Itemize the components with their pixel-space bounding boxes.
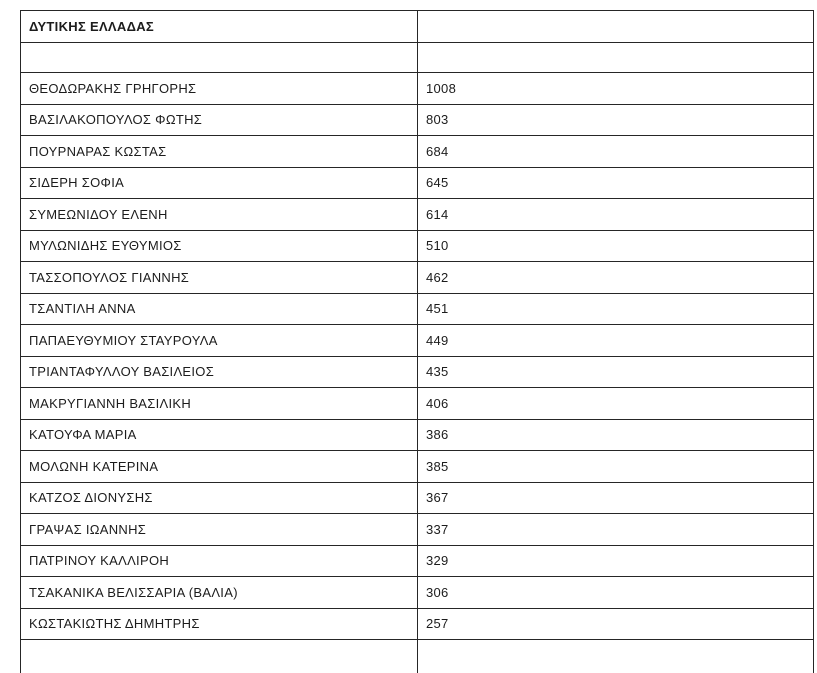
candidate-name: ΘΕΟΔΩΡΑΚΗΣ ΓΡΗΓΟΡΗΣ: [21, 73, 418, 105]
bottom-spacer-cell-right: [418, 640, 814, 673]
vote-count: 645: [418, 167, 814, 199]
table-row: [21, 419, 814, 451]
candidate-name: ΠΑΠΑΕΥΘΥΜΙΟΥ ΣΤΑΥΡΟΥΛΑ: [21, 325, 418, 357]
table-row: [21, 325, 814, 357]
candidate-name: ΜΟΛΩΝΗ ΚΑΤΕΡΙΝΑ: [21, 451, 418, 483]
candidate-name: ΤΑΣΣΟΠΟΥΛΟΣ ΓΙΑΝΝΗΣ: [21, 262, 418, 294]
vote-count: 451: [418, 293, 814, 325]
vote-count: 803: [418, 104, 814, 136]
vote-count: 257: [418, 608, 814, 640]
table-row: [21, 388, 814, 420]
table-row: [21, 104, 814, 136]
vote-count: 385: [418, 451, 814, 483]
vote-count: 435: [418, 356, 814, 388]
spacer-row: [21, 42, 814, 73]
vote-count: 684: [418, 136, 814, 168]
candidate-name: ΤΣΑΚΑΝΙΚΑ ΒΕΛΙΣΣΑΡΙΑ (ΒΑΛΙΑ): [21, 577, 418, 609]
table-row: [21, 482, 814, 514]
vote-count: 614: [418, 199, 814, 231]
candidate-name: ΓΡΑΨΑΣ ΙΩΑΝΝΗΣ: [21, 514, 418, 546]
candidate-name: ΤΡΙΑΝΤΑΦΥΛΛΟΥ ΒΑΣΙΛΕΙΟΣ: [21, 356, 418, 388]
table-row: [21, 167, 814, 199]
candidate-name: ΚΑΤΟΥΦΑ ΜΑΡΙΑ: [21, 419, 418, 451]
vote-count: 386: [418, 419, 814, 451]
candidate-name: ΣΥΜΕΩΝΙΔΟΥ ΕΛΕΝΗ: [21, 199, 418, 231]
vote-count: 306: [418, 577, 814, 609]
vote-count: 337: [418, 514, 814, 546]
bottom-spacer-cell-left: [21, 640, 418, 673]
table-row: [21, 451, 814, 483]
vote-count: 367: [418, 482, 814, 514]
candidate-name: ΜΥΛΩΝΙΔΗΣ ΕΥΘΥΜΙΟΣ: [21, 230, 418, 262]
table-row: [21, 136, 814, 168]
candidate-name: ΜΑΚΡΥΓΙΑΝΝΗ ΒΑΣΙΛΙΚΗ: [21, 388, 418, 420]
candidate-name: ΒΑΣΙΛΑΚΟΠΟΥΛΟΣ ΦΩΤΗΣ: [21, 104, 418, 136]
candidate-name: ΣΙΔΕΡΗ ΣΟΦΙΑ: [21, 167, 418, 199]
table-row: [21, 608, 814, 640]
candidate-name: ΤΣΑΝΤΙΛΗ ΑΝΝΑ: [21, 293, 418, 325]
vote-count: 1008: [418, 73, 814, 105]
vote-count: 462: [418, 262, 814, 294]
spacer-cell-left: [21, 42, 418, 73]
candidate-name: ΠΟΥΡΝΑΡΑΣ ΚΩΣΤΑΣ: [21, 136, 418, 168]
candidate-name: ΚΑΤΖΟΣ ΔΙΟΝΥΣΗΣ: [21, 482, 418, 514]
vote-count: 406: [418, 388, 814, 420]
vote-count: 329: [418, 545, 814, 577]
spacer-cell-right: [418, 42, 814, 73]
results-table: [20, 10, 814, 673]
table-row: [21, 199, 814, 231]
bottom-spacer-row: [21, 640, 814, 673]
vote-count: 449: [418, 325, 814, 357]
candidate-name: ΠΑΤΡΙΝΟΥ ΚΑΛΛΙΡΟΗ: [21, 545, 418, 577]
table-row: [21, 545, 814, 577]
table-row: [21, 73, 814, 105]
table-row: [21, 577, 814, 609]
header-empty-cell: [418, 11, 814, 43]
table-row: [21, 230, 814, 262]
results-table-body: [21, 11, 814, 673]
table-row: [21, 262, 814, 294]
table-row: [21, 514, 814, 546]
candidate-name: ΚΩΣΤΑΚΙΩΤΗΣ ΔΗΜΗΤΡΗΣ: [21, 608, 418, 640]
vote-count: 510: [418, 230, 814, 262]
table-row: [21, 293, 814, 325]
table-header-row: [21, 11, 814, 43]
region-title: ΔΥΤΙΚΗΣ ΕΛΛΑΔΑΣ: [21, 11, 418, 43]
table-row: [21, 356, 814, 388]
